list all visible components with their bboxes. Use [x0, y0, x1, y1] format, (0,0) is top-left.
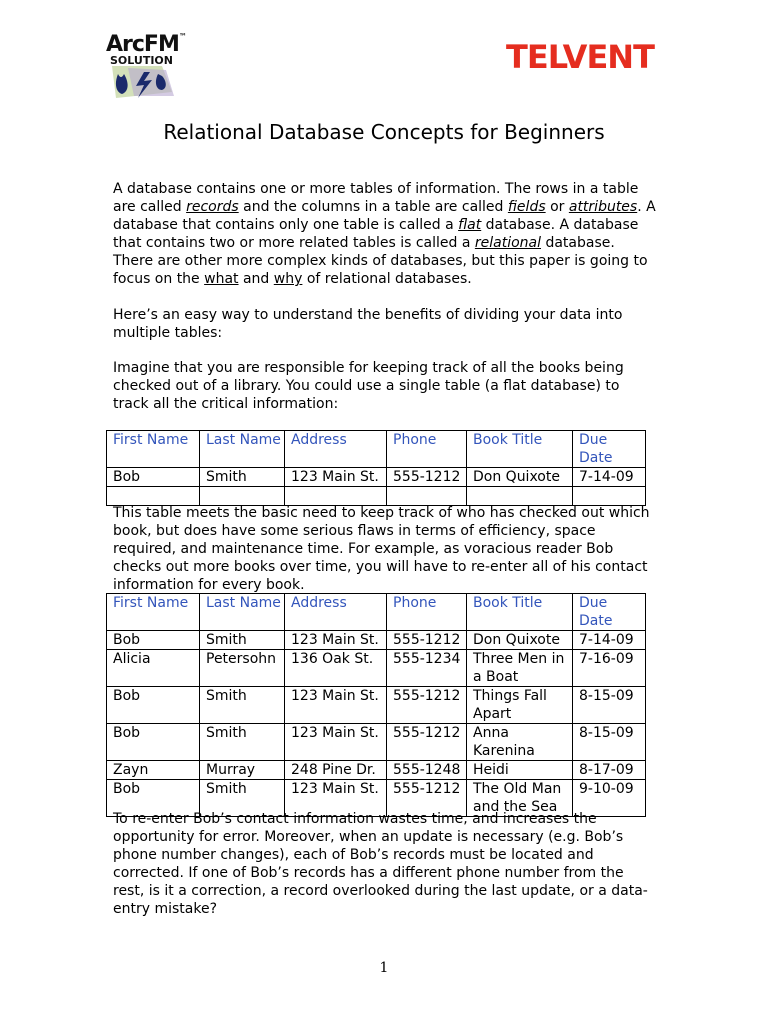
column-header: Due Date: [573, 594, 646, 631]
telvent-logo: TELVENT: [506, 38, 654, 76]
benefits-paragraph: Here’s an easy way to understand the benefits of dividing your data into multiple tables:: [113, 307, 623, 341]
table-cell: [387, 487, 467, 506]
column-header: Due Date: [573, 431, 646, 468]
table-cell: Smith: [200, 724, 285, 761]
table-cell: Bob: [107, 724, 200, 761]
column-header: Last Name: [200, 594, 285, 631]
flaws-paragraph: This table meets the basic need to keep track of who has checked out which book, but does have some serious flaws in terms of efficiency, space required, and maintenance time. For example, as voracious reader Bob checks out more books over time, you will have to re-enter all of his contact information for every book.: [113, 505, 650, 593]
table-cell: 555-1212: [387, 631, 467, 650]
column-header: Address: [285, 431, 387, 468]
expanded-table: [106, 593, 646, 817]
table-cell: 555-1212: [387, 724, 467, 761]
table-cell: [285, 487, 387, 506]
table-cell: Alicia: [107, 650, 200, 687]
table-cell: Petersohn: [200, 650, 285, 687]
table-cell: 8-15-09: [573, 724, 646, 761]
table-cell: [573, 487, 646, 506]
table-cell: 7-14-09: [573, 468, 646, 487]
column-header: Book Title: [467, 594, 573, 631]
column-header: Book Title: [467, 431, 573, 468]
table-cell: Murray: [200, 761, 285, 780]
table-cell: 136 Oak St.: [285, 650, 387, 687]
table-cell: 123 Main St.: [285, 780, 387, 817]
table-row: [107, 487, 646, 506]
table-cell: 555-1234: [387, 650, 467, 687]
table-cell: 248 Pine Dr.: [285, 761, 387, 780]
table-cell: 555-1212: [387, 468, 467, 487]
table-cell: 123 Main St.: [285, 631, 387, 650]
column-header: Phone: [387, 594, 467, 631]
table-cell: Smith: [200, 468, 285, 487]
table-cell: Anna Karenina: [467, 724, 573, 761]
table-cell: 7-14-09: [573, 631, 646, 650]
table-cell: [467, 487, 573, 506]
table-cell: Don Quixote: [467, 631, 573, 650]
table-row: [107, 650, 646, 687]
table-cell: Smith: [200, 631, 285, 650]
table-cell: [200, 487, 285, 506]
page-number: 1: [379, 960, 389, 976]
table-cell: 555-1248: [387, 761, 467, 780]
table-row: [107, 468, 646, 487]
table-row: [107, 761, 646, 780]
table-cell: Bob: [107, 468, 200, 487]
table-cell: 555-1212: [387, 687, 467, 724]
arcfm-wordmark: ArcFM™: [106, 32, 186, 57]
table-cell: Zayn: [107, 761, 200, 780]
intro-paragraph: A database contains one or more tables of information. The rows in a table are called records and the columns in a table are called fields or attributes. A database that contains only one table is called a flat database. A database that contains two or more related tables is called a relational database. There are other more complex kinds of databases, but this paper is going to focus on the what and why of relational databases.: [113, 181, 656, 287]
arcfm-logo: [104, 30, 186, 102]
table-cell: Smith: [200, 687, 285, 724]
table-cell: 7-16-09: [573, 650, 646, 687]
flat-table: [106, 430, 646, 506]
table-cell: 8-15-09: [573, 687, 646, 724]
library-paragraph: Imagine that you are responsible for keeping track of all the books being checked out of a library. You could use a single table (a flat database) to track all the critical information:: [113, 360, 624, 412]
table-cell: Smith: [200, 780, 285, 817]
table-cell: 123 Main St.: [285, 687, 387, 724]
table-cell: Things Fall Apart: [467, 687, 573, 724]
column-header: First Name: [107, 594, 200, 631]
table-cell: 123 Main St.: [285, 468, 387, 487]
column-header: Phone: [387, 431, 467, 468]
table-cell: 9-10-09: [573, 780, 646, 817]
table-row: [107, 631, 646, 650]
table-cell: [107, 487, 200, 506]
column-header: Address: [285, 594, 387, 631]
table-cell: Don Quixote: [467, 468, 573, 487]
table-row: [107, 724, 646, 761]
table-cell: Heidi: [467, 761, 573, 780]
page-title: Relational Database Concepts for Beginners: [163, 120, 605, 144]
table-header-row: [107, 431, 646, 468]
table-cell: 123 Main St.: [285, 724, 387, 761]
arcfm-solution-text: SOLUTION: [110, 54, 173, 67]
table-cell: 555-1212: [387, 780, 467, 817]
table-cell: Three Men in a Boat: [467, 650, 573, 687]
table-cell: 8-17-09: [573, 761, 646, 780]
table-cell: The Old Man and the Sea: [467, 780, 573, 817]
reentry-paragraph: To re-enter Bob’s contact information wastes time, and increases the opportunity for error. Moreover, when an update is necessary (e.g. Bob’s phone number changes), each of Bob’s records must be located and corrected. If one of Bob’s records has a different phone number from the rest, is it a correction, a record overlooked during the last update, or a data-entry mistake?: [113, 811, 648, 917]
table-header-row: [107, 594, 646, 631]
column-header: Last Name: [200, 431, 285, 468]
column-header: First Name: [107, 431, 200, 468]
table-row: [107, 687, 646, 724]
table-cell: Bob: [107, 687, 200, 724]
table-cell: Bob: [107, 780, 200, 817]
table-cell: Bob: [107, 631, 200, 650]
